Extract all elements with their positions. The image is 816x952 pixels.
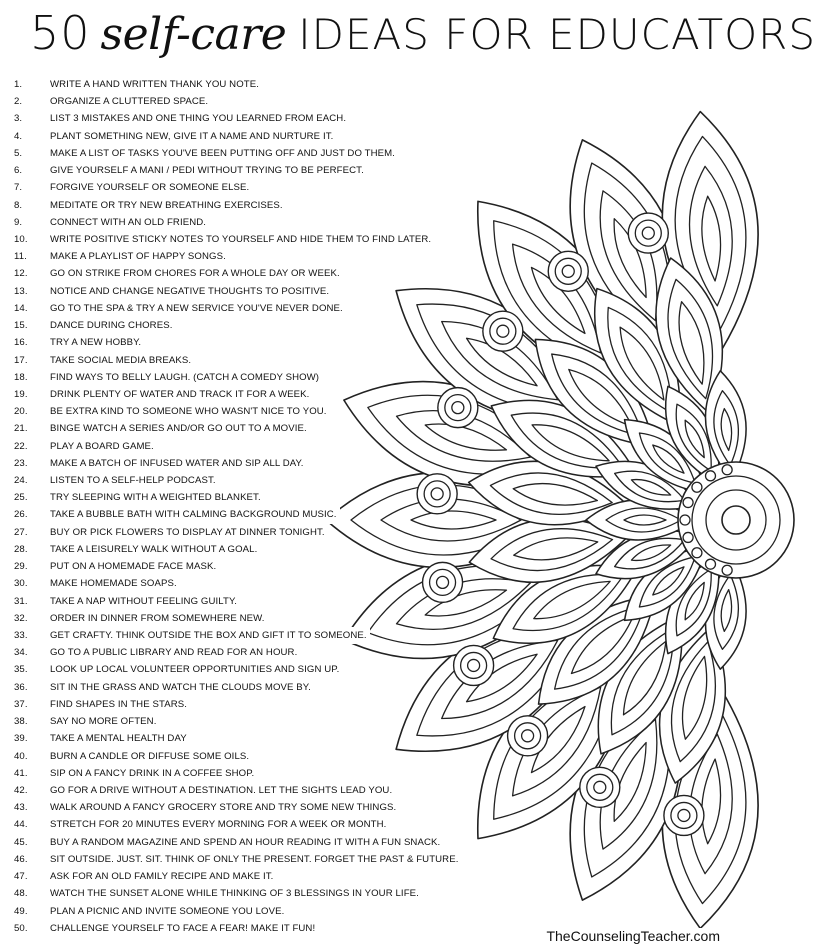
item-number: 12.	[14, 268, 28, 280]
list-item	[14, 644, 394, 661]
item-text: CONNECT WITH AN OLD FRIEND.	[50, 214, 209, 231]
item-number: 17.	[14, 354, 28, 366]
item-text: BUY A RANDOM MAGAZINE AND SPEND AN HOUR READING IT WITH A FUN SNACK.	[50, 834, 443, 851]
list-item	[14, 834, 441, 851]
item-text: PLAN A PICNIC AND INVITE SOMEONE YOU LOVE.	[50, 903, 287, 920]
list-item	[14, 76, 394, 93]
item-number: 31.	[14, 595, 28, 607]
item-text: MAKE HOMEMADE SOAPS.	[50, 575, 180, 592]
item-text: CHALLENGE YOURSELF TO FACE A FEAR! MAKE IT FUN!	[50, 920, 318, 937]
list-item	[14, 265, 394, 282]
item-text: GO TO A PUBLIC LIBRARY AND READ FOR AN HOUR.	[50, 644, 300, 661]
list-item	[14, 593, 394, 610]
item-number: 29.	[14, 561, 28, 573]
item-number: 14.	[14, 302, 28, 314]
item-text: SIP ON A FANCY DRINK IN A COFFEE SHOP.	[50, 765, 257, 782]
list-item	[14, 627, 394, 644]
item-text: GO FOR A DRIVE WITHOUT A DESTINATION. LET THE SIGHTS LEAD YOU.	[50, 782, 395, 799]
item-number: 6.	[14, 165, 23, 177]
item-text: STRETCH FOR 20 MINUTES EVERY MORNING FOR A WEEK OR MONTH.	[50, 816, 389, 833]
item-number: 39.	[14, 733, 28, 745]
item-number: 36.	[14, 681, 28, 693]
item-number: 13.	[14, 285, 28, 297]
item-text: ORDER IN DINNER FROM SOMEWHERE NEW.	[50, 610, 268, 627]
item-number: 1.	[14, 79, 23, 90]
item-text: BUY OR PICK FLOWERS TO DISPLAY AT DINNER TONIGHT.	[50, 524, 328, 541]
item-text: TAKE A NAP WITHOUT FEELING GUILTY.	[50, 593, 240, 610]
item-text: MAKE A BATCH OF INFUSED WATER AND SIP ALL DAY.	[50, 455, 307, 472]
list-item	[14, 438, 394, 455]
item-number: 25.	[14, 492, 28, 504]
list-item	[14, 231, 432, 248]
item-number: 49.	[14, 905, 28, 917]
list-item	[14, 455, 394, 472]
list-item	[14, 661, 394, 678]
item-number: 23.	[14, 457, 28, 469]
website-credit: TheCounselingTeacher.com	[546, 928, 720, 944]
item-text: DRINK PLENTY OF WATER AND TRACK IT FOR A WEEK.	[50, 386, 312, 403]
title-script-word: self-care	[100, 9, 287, 60]
item-number: 26.	[14, 509, 28, 521]
item-text: GO ON STRIKE FROM CHORES FOR A WHOLE DAY OR WEEK.	[50, 265, 343, 282]
item-number: 16.	[14, 337, 28, 349]
list-item	[14, 128, 394, 145]
list-item	[14, 885, 419, 902]
list-item	[14, 782, 394, 799]
item-text: GO TO THE SPA & TRY A NEW SERVICE YOU'VE NEVER DONE.	[50, 300, 346, 317]
item-number: 32.	[14, 612, 28, 624]
list-item	[14, 575, 394, 592]
list-item	[14, 369, 394, 386]
item-text: PLANT SOMETHING NEW, GIVE IT A NAME AND NURTURE IT.	[50, 128, 336, 145]
item-text: TRY SLEEPING WITH A WEIGHTED BLANKET.	[50, 489, 264, 506]
list-item	[14, 110, 394, 127]
item-text: MAKE A PLAYLIST OF HAPPY SONGS.	[50, 248, 229, 265]
item-number: 11.	[14, 251, 27, 263]
item-text: SIT IN THE GRASS AND WATCH THE CLOUDS MOVE BY.	[50, 679, 314, 696]
item-text: DANCE DURING CHORES.	[50, 317, 175, 334]
list-item	[14, 179, 394, 196]
item-number: 47.	[14, 871, 28, 883]
item-text: PUT ON A HOMEMADE FACE MASK.	[50, 558, 219, 575]
list-item	[14, 799, 397, 816]
item-number: 10.	[14, 233, 28, 245]
item-number: 44.	[14, 819, 28, 831]
list-item	[14, 506, 394, 523]
item-text: WRITE POSITIVE STICKY NOTES TO YOURSELF AND HIDE THEM TO FIND LATER.	[50, 231, 434, 248]
item-number: 34.	[14, 647, 28, 659]
item-text: BURN A CANDLE OR DIFFUSE SOME OILS.	[50, 748, 252, 765]
item-number: 21.	[14, 423, 28, 435]
item-number: 15.	[14, 320, 28, 332]
item-text: MAKE A LIST OF TASKS YOU'VE BEEN PUTTING OFF AND JUST DO THEM.	[50, 145, 398, 162]
self-care-ideas-list	[14, 76, 459, 937]
item-number: 3.	[14, 113, 23, 125]
item-number: 27.	[14, 526, 28, 538]
item-number: 22.	[14, 440, 28, 452]
item-text: MEDITATE OR TRY NEW BREATHING EXERCISES.	[50, 197, 286, 214]
item-number: 37.	[14, 698, 28, 710]
item-number: 28.	[14, 543, 28, 555]
item-text: BE EXTRA KIND TO SOMEONE WHO WASN'T NICE TO YOU.	[50, 403, 330, 420]
list-item	[14, 352, 394, 369]
page-title	[30, 6, 816, 66]
item-number: 9.	[14, 216, 23, 228]
list-item	[14, 93, 394, 110]
item-number: 30.	[14, 578, 28, 590]
item-number: 33.	[14, 630, 28, 641]
list-item	[14, 558, 394, 575]
item-text: FIND WAYS TO BELLY LAUGH. (CATCH A COMEDY SHOW)	[50, 369, 322, 386]
item-text: FIND SHAPES IN THE STARS.	[50, 696, 190, 713]
item-text: LOOK UP LOCAL VOLUNTEER OPPORTUNITIES AND SIGN UP.	[50, 661, 342, 678]
item-number: 41.	[14, 767, 28, 779]
item-text: SIT OUTSIDE. JUST. SIT. THINK OF ONLY THE PRESENT. FORGET THE PAST & FUTURE.	[50, 851, 461, 868]
list-item	[14, 489, 394, 506]
list-item	[14, 145, 394, 162]
item-text: LISTEN TO A SELF-HELP PODCAST.	[50, 472, 219, 489]
item-text: ASK FOR AN OLD FAMILY RECIPE AND MAKE IT.	[50, 868, 276, 885]
item-text: TAKE A LEISURELY WALK WITHOUT A GOAL.	[50, 541, 260, 558]
item-number: 40.	[14, 750, 28, 762]
list-item	[14, 524, 394, 541]
item-text: TAKE A BUBBLE BATH WITH CALMING BACKGROUND MUSIC.	[50, 506, 340, 523]
list-item	[14, 696, 394, 713]
item-number: 35.	[14, 664, 28, 676]
item-number: 45.	[14, 836, 28, 848]
item-text: WALK AROUND A FANCY GROCERY STORE AND TRY SOME NEW THINGS.	[50, 799, 399, 816]
item-number: 42.	[14, 784, 28, 796]
item-text: WRITE A HAND WRITTEN THANK YOU NOTE.	[50, 76, 262, 93]
item-text: FORGIVE YOURSELF OR SOMEONE ELSE.	[50, 179, 252, 196]
item-text: SAY NO MORE OFTEN.	[50, 713, 159, 730]
item-number: 8.	[14, 199, 23, 211]
item-number: 48.	[14, 888, 28, 900]
item-number: 7.	[14, 182, 23, 194]
item-text: TRY A NEW HOBBY.	[50, 334, 144, 351]
list-item	[14, 541, 394, 558]
list-item	[14, 610, 394, 627]
item-text: GET CRAFTY. THINK OUTSIDE THE BOX AND GIFT IT TO SOMEONE.	[50, 627, 370, 644]
list-item	[14, 868, 394, 885]
list-item	[14, 748, 394, 765]
item-number: 20.	[14, 406, 28, 418]
item-text: PLAY A BOARD GAME.	[50, 438, 157, 455]
item-number: 50.	[14, 922, 28, 934]
list-item	[14, 197, 394, 214]
list-item	[14, 317, 394, 334]
list-item	[14, 248, 394, 265]
list-item	[14, 403, 394, 420]
list-item	[14, 300, 394, 317]
list-item	[14, 386, 394, 403]
item-text: GIVE YOURSELF A MANI / PEDI WITHOUT TRYING TO BE PERFECT.	[50, 162, 367, 179]
item-number: 4.	[14, 130, 23, 142]
list-item	[14, 920, 394, 937]
list-item	[14, 679, 394, 696]
item-text: TAKE A MENTAL HEALTH DAY	[50, 730, 190, 747]
title-number: 50	[30, 6, 91, 60]
item-number: 46.	[14, 853, 28, 865]
list-item	[14, 903, 394, 920]
list-item	[14, 420, 394, 437]
item-text: ORGANIZE A CLUTTERED SPACE.	[50, 93, 211, 110]
item-number: 5.	[14, 147, 23, 159]
item-text: NOTICE AND CHANGE NEGATIVE THOUGHTS TO POSITIVE.	[50, 283, 332, 300]
item-text: LIST 3 MISTAKES AND ONE THING YOU LEARNED FROM EACH.	[50, 110, 349, 127]
list-item	[14, 214, 394, 231]
item-text: BINGE WATCH A SERIES AND/OR GO OUT TO A MOVIE.	[50, 420, 310, 437]
list-item	[14, 730, 394, 747]
list-item	[14, 334, 394, 351]
item-number: 38.	[14, 716, 28, 728]
list-item	[14, 816, 394, 833]
list-item	[14, 765, 394, 782]
item-text: WATCH THE SUNSET ALONE WHILE THINKING OF 3 BLESSINGS IN YOUR LIFE.	[50, 885, 422, 902]
title-caps: IDEAS FOR EDUCATORS	[298, 10, 816, 59]
item-number: 19.	[14, 388, 28, 400]
list-item	[14, 713, 394, 730]
item-number: 18.	[14, 371, 28, 383]
list-item	[14, 851, 459, 868]
item-number: 24.	[14, 475, 28, 487]
item-number: 2.	[14, 96, 23, 108]
list-item	[14, 162, 394, 179]
list-item	[14, 472, 394, 489]
item-number: 43.	[14, 802, 28, 814]
list-item	[14, 283, 394, 300]
item-text: TAKE SOCIAL MEDIA BREAKS.	[50, 352, 194, 369]
